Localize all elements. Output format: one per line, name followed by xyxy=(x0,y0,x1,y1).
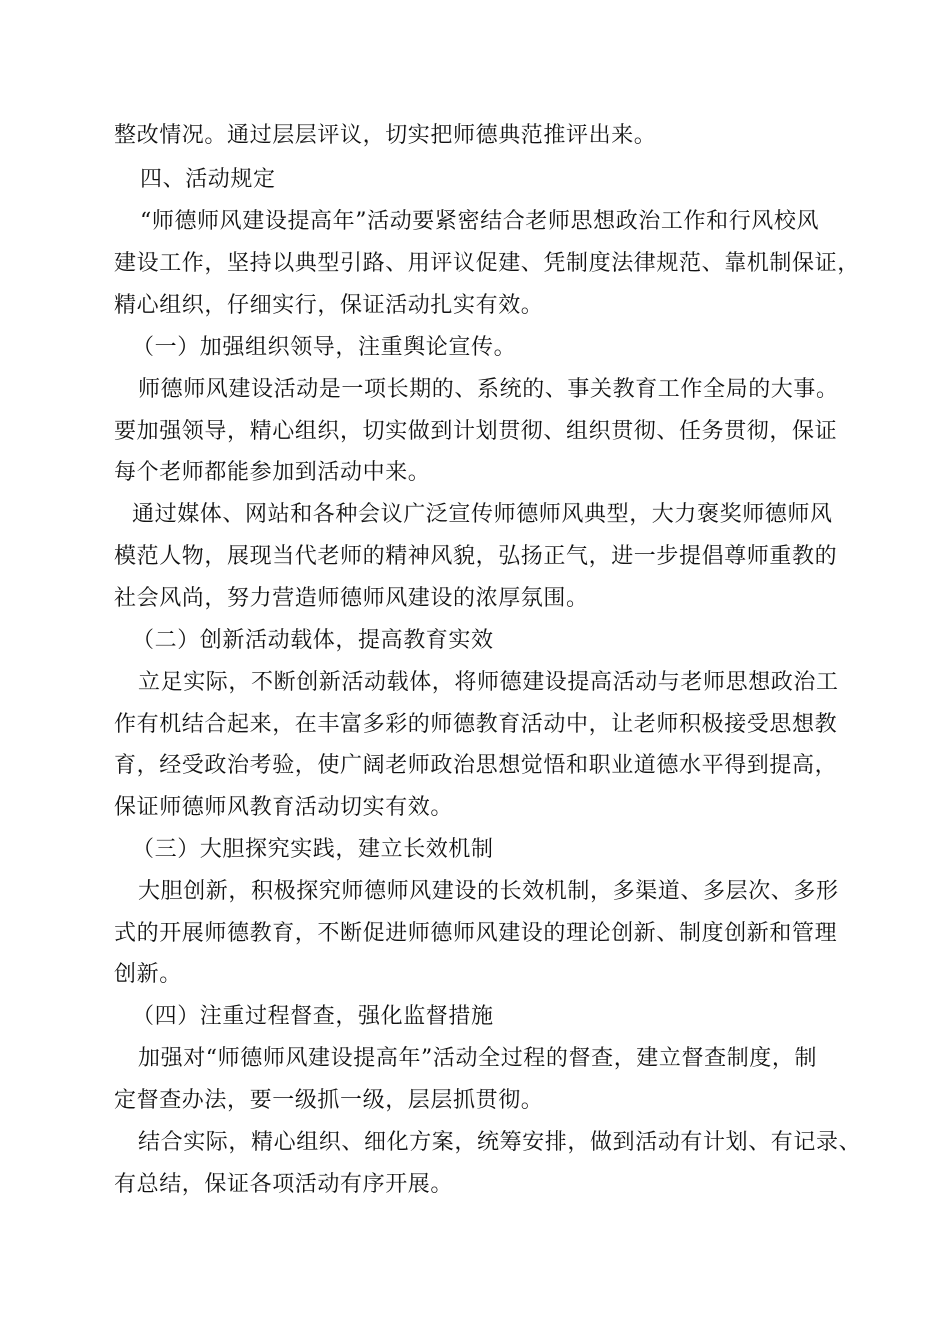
text-line: 大胆创新，积极探究师德师风建设的长效机制，多渠道、多层次、多形 xyxy=(138,879,839,904)
text-line: 模范人物，展现当代老师的精神风貌，弘扬正气，进一步提倡尊师重教的 xyxy=(114,544,838,569)
text-line: 社会风尚，努力营造师德师风建设的浓厚氛围。 xyxy=(114,586,589,611)
subsection-heading: （三）大胆探究实践，建立长效机制 xyxy=(132,837,494,862)
text-line: 有总结，保证各项活动有序开展。 xyxy=(114,1172,454,1197)
subsection-heading: （一）加强组织领导，注重舆论宣传。 xyxy=(132,335,517,360)
text-line: 式的开展师德教育，不断促进师德师风建设的理论创新、制度创新和管理 xyxy=(114,921,838,946)
text-line: “师德师风建设提高年”活动要紧密结合老师思想政治工作和行风校风 xyxy=(140,209,820,234)
text-line: 保证师德师风教育活动切实有效。 xyxy=(114,795,454,820)
text-line: 结合实际，精心组织、细化方案，统筹安排，做到活动有计划、有记录、 xyxy=(138,1130,862,1155)
text-line: 整改情况。通过层层评议，切实把师德典范推评出来。 xyxy=(114,123,657,148)
text-line: 要加强领导，精心组织，切实做到计划贯彻、组织贯彻、任务贯彻，保证 xyxy=(114,419,838,444)
section-heading: 四、活动规定 xyxy=(140,167,276,192)
text-line: 育，经受政治考验，使广阔老师政治思想觉悟和职业道德水平得到提高， xyxy=(114,753,838,778)
text-line: 立足实际，不断创新活动载体，将师德建设提高活动与老师思想政治工 xyxy=(138,670,839,695)
text-line: 精心组织，仔细实行，保证活动扎实有效。 xyxy=(114,293,544,318)
subsection-heading: （二）创新活动载体，提高教育实效 xyxy=(132,628,494,653)
text-line: 师德师风建设活动是一项长期的、系统的、事关教育工作全局的大事。 xyxy=(138,377,839,402)
text-line: 定督查办法，要一级抓一级，层层抓贯彻。 xyxy=(114,1088,544,1113)
text-line: 创新。 xyxy=(114,962,182,987)
subsection-heading: （四）注重过程督查，强化监督措施 xyxy=(132,1004,494,1029)
text-line: 加强对“师德师风建设提高年”活动全过程的督查，建立督查制度，制 xyxy=(138,1046,818,1071)
text-line: 每个老师都能参加到活动中来。 xyxy=(114,460,431,485)
text-line: 作有机结合起来，在丰富多彩的师德教育活动中，让老师积极接受思想教 xyxy=(114,712,838,737)
text-line: 通过媒体、网站和各种会议广泛宣传师德师风典型，大力褒奖师德师风 xyxy=(132,502,833,527)
text-line: 建设工作，坚持以典型引路、用评议促建、凭制度法律规范、靠机制保证， xyxy=(114,251,860,276)
